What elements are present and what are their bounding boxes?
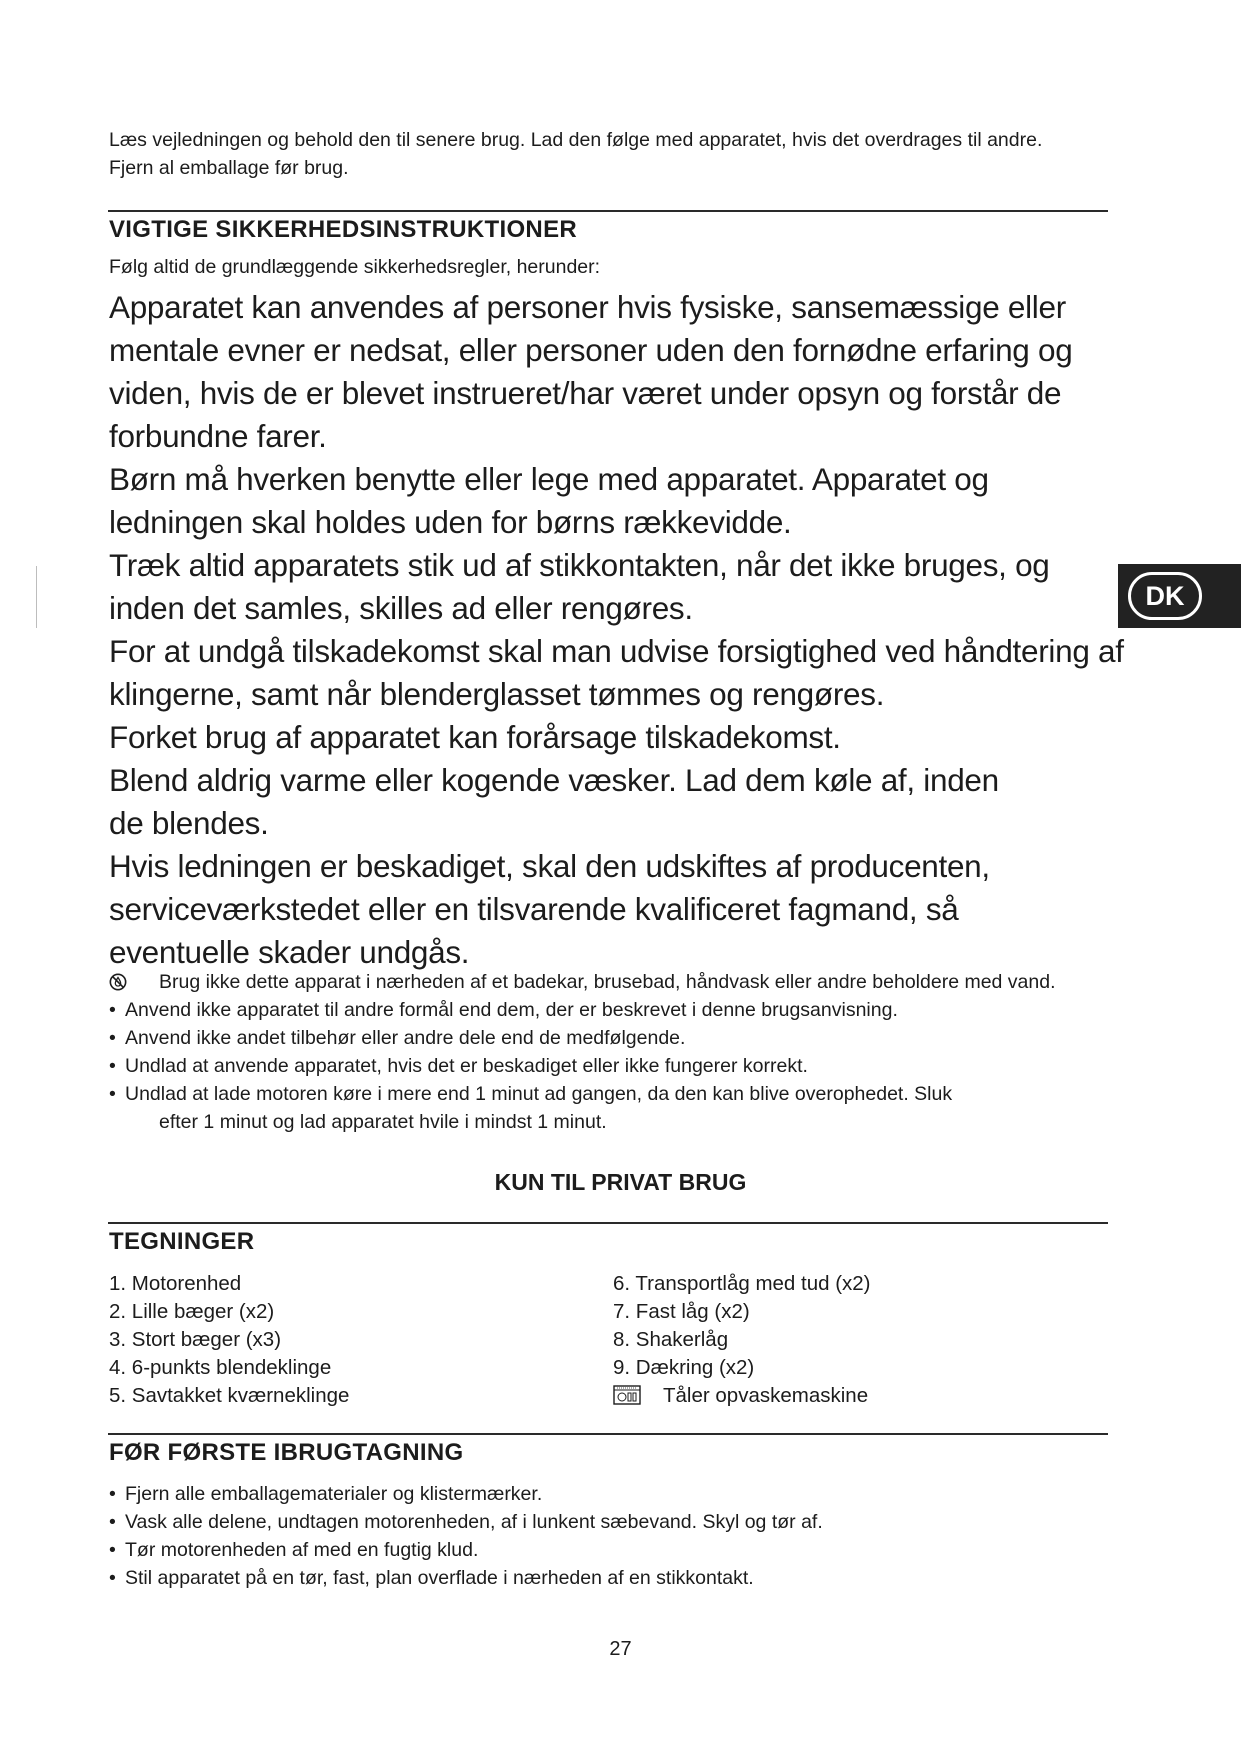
drawings-heading: TEGNINGER — [109, 1228, 255, 1255]
bullet-continuation: efter 1 minut og lad apparatet hvile i mindst 1 minut. — [159, 1111, 607, 1133]
safety-paragraph: Blend aldrig varme eller kogende væsker. Lad dem køle af, inden de blendes. — [109, 762, 999, 841]
dishwasher-icon — [613, 1385, 641, 1405]
divider — [108, 1222, 1108, 1224]
bullet-item: • Undlad at lade motoren køre i mere end 1 minut ad gangen, da den kan blive overophedet. Sluk — [109, 1080, 1109, 1108]
intro-text: Læs vejledningen og behold den til senere brug. Lad den følge med apparatet, hvis det overdrages til andre. Fjern al emballage før brug. — [109, 129, 1043, 179]
part-item: 8. Shakerlåg — [613, 1328, 729, 1351]
private-use-notice: KUN TIL PRIVAT BRUG — [494, 1169, 747, 1195]
no-water-icon — [109, 973, 127, 991]
part-item: 7. Fast låg (x2) — [613, 1300, 750, 1323]
part-item: 5. Savtakket kværneklinge — [109, 1384, 350, 1407]
bullet-item: • Stil apparatet på en tør, fast, plan overflade i nærheden af en stikkontakt. — [109, 1564, 1109, 1592]
safety-paragraph: For at undgå tilskadekomst skal man udvise forsigtighed ved håndtering af klingerne, samt når blenderglasset tømmes og rengøres. — [109, 633, 1124, 712]
part-item: 3. Stort bæger (x3) — [109, 1328, 282, 1351]
safety-paragraph: Forket brug af apparatet kan forårsage tilskadekomst. — [109, 719, 841, 755]
safety-subline: Følg altid de grundlæggende sikkerhedsregler, herunder: — [109, 256, 601, 278]
first-use-list — [109, 1480, 1109, 1592]
bullet-item: • Tør motorenheden af med en fugtig klud. — [109, 1536, 1109, 1564]
language-badge: DK — [1128, 572, 1202, 620]
bullet-item: • Undlad at anvende apparatet, hvis det er beskadiget eller ikke fungerer korrekt. — [109, 1052, 1109, 1080]
part-item: 9. Dækring (x2) — [613, 1356, 755, 1379]
no-water-item — [109, 968, 1109, 996]
part-item: 4. 6-punkts blendeklinge — [109, 1356, 332, 1379]
bullet-item: • Fjern alle emballagematerialer og klistermærker. — [109, 1480, 1109, 1508]
parts-list-left — [109, 1270, 349, 1410]
no-water-text: Brug ikke dette apparat i nærheden af et badekar, brusebad, håndvask eller andre beholdere med vand. — [159, 971, 1056, 993]
safety-paragraph: Børn må hverken benytte eller lege med apparatet. Apparatet og ledningen skal holdes uden for børns rækkevidde. — [109, 461, 989, 540]
bullet-item: • Anvend ikke andet tilbehør eller andre dele end de medfølgende. — [109, 1024, 1109, 1052]
safety-large-text — [109, 286, 1129, 974]
safety-heading: VIGTIGE SIKKERHEDSINSTRUKTIONER — [109, 216, 578, 243]
part-item: 2. Lille bæger (x2) — [109, 1300, 275, 1323]
bullet-item: • Anvend ikke apparatet til andre formål end dem, der er beskrevet i denne brugsanvisning. — [109, 996, 1109, 1024]
safety-paragraph: Træk altid apparatets stik ud af stikkontakten, når det ikke bruges, og inden det samles, skilles ad eller rengøres. — [109, 547, 1050, 626]
safety-paragraph: Apparatet kan anvendes af personer hvis fysiske, sansemæssige eller mentale evner er nedsat, eller personer uden den fornødne erfaring og viden, hvis de er blevet instrueret/har været under opsyn og forstår de forbundne farer. — [109, 289, 1073, 454]
safety-paragraph: Hvis ledningen er beskadiget, skal den udskiftes af producenten, serviceværkstedet eller en tilsvarende kvalificeret fagmand, så eventuelle skader undgås. — [109, 848, 990, 970]
binding-edge-mark — [36, 566, 37, 628]
divider — [108, 1433, 1108, 1435]
dishwasher-label: Tåler opvaskemaskine — [663, 1384, 869, 1407]
divider — [108, 210, 1108, 212]
bullet-item: • Vask alle delene, undtagen motorenheden, af i lunkent sæbevand. Skyl og tør af. — [109, 1508, 1109, 1536]
parts-list-right — [613, 1270, 871, 1410]
part-item: 6. Transportlåg med tud (x2) — [613, 1272, 871, 1295]
dishwasher-safe-item — [613, 1382, 871, 1410]
safety-small-list — [109, 968, 1109, 1136]
first-use-heading: FØR FØRSTE IBRUGTAGNING — [109, 1439, 464, 1466]
page-number: 27 — [609, 1638, 632, 1660]
part-item: 1. Motorenhed — [109, 1272, 242, 1295]
